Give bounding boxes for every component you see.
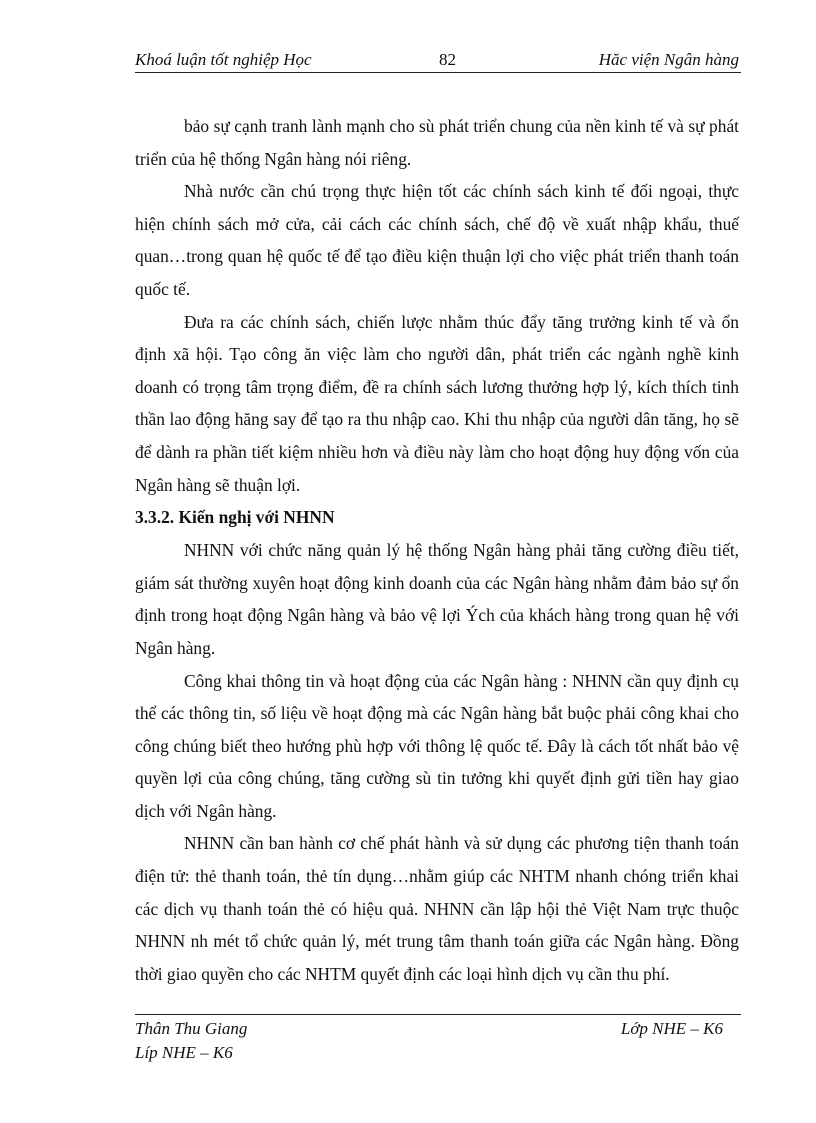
footer-class-left: Líp NHE – K6 bbox=[135, 1043, 233, 1062]
section-heading: 3.3.2. Kiến nghị với NHNN bbox=[135, 507, 335, 528]
document-body bbox=[135, 110, 739, 990]
paragraph-4: NHNN với chức năng quản lý hệ thống Ngân hàng phải tăng cường điều tiết, giám sát thường xuyên hoạt động kinh doanh của các Ngân hàng nhằm đảm bảo sự ổn định trong hoạt động Ngân hàng và bảo vệ lợi Ých của khách hàng trong quan hệ với Ngân hàng. bbox=[135, 540, 739, 658]
paragraph-3: Đưa ra các chính sách, chiến lược nhằm thúc đẩy tăng trưởng kinh tế và ổn định xã hội. Tạo công ăn việc làm cho người dân, phát triển các ngành nghề kinh doanh có trọng tâm trọng điểm, đề ra chính sách lương thưởng hợp lý, kích thích tinh thần lao động hăng say để tạo ra thu nhập cao. Khi thu nhập của người dân tăng, họ sẽ để dành ra phần tiết kiệm nhiều hơn và điều này làm cho hoạt động huy động vốn của Ngân hàng sẽ thuận lợi. bbox=[135, 311, 739, 495]
page-number: 82 bbox=[439, 50, 456, 69]
footer-divider bbox=[135, 1014, 741, 1015]
paragraph-6: NHNN cần ban hành cơ chế phát hành và sử dụng các phương tiện thanh toán điện tử: thẻ thanh toán, thẻ tín dụng…nhằm giúp các NHTM nhanh chóng triển khai các dịch vụ thanh toán thẻ có hiệu quả. NHNN cần lập hội thẻ Việt Nam trực thuộc NHNN nh mét tổ chức quản lý, mét trung tâm thanh toán giữa các Ngân hàng. Đồng thời giao quyền cho các NHTM quyết định các loại hình dịch vụ cần thu phí. bbox=[135, 833, 739, 984]
paragraph-5: Công khai thông tin và hoạt động của các Ngân hàng : NHNN cần quy định cụ thể các thông tin, số liệu về hoạt động mà các Ngân hàng bắt buộc phải công khai cho công chúng biết theo hướng phù hợp với thông lệ quốc tế. Đây là cách tốt nhất bảo vệ quyền lợi của công chúng, tăng cường sù tin tưởng khi quyết định gửi tiền hay giao dịch với Ngân hàng. bbox=[135, 670, 739, 821]
page-header bbox=[135, 48, 741, 73]
paragraph-2: Nhà nước cần chú trọng thực hiện tốt các chính sách kinh tế đối ngoại, thực hiện chính sách mở cửa, cải cách các chính sách, chế độ về xuất nhập khẩu, thuế quan…trong quan hệ quốc tế để tạo điều kiện thuận lợi cho việc phát triển thanh toán quốc tế. bbox=[135, 181, 739, 299]
footer-author: Thân Thu Giang bbox=[135, 1019, 248, 1038]
header-institution: Hăc viện Ngân hàng bbox=[598, 50, 739, 69]
paragraph-1: bảo sự cạnh tranh lành mạnh cho sù phát triển chung của nền kinh tế và sự phát triển của hệ thống Ngân hàng nói riêng. bbox=[135, 116, 739, 169]
header-thesis-title: Khoá luận tốt nghiệp Học bbox=[135, 50, 312, 69]
footer-class-right: Lớp NHE – K6 bbox=[620, 1019, 723, 1038]
